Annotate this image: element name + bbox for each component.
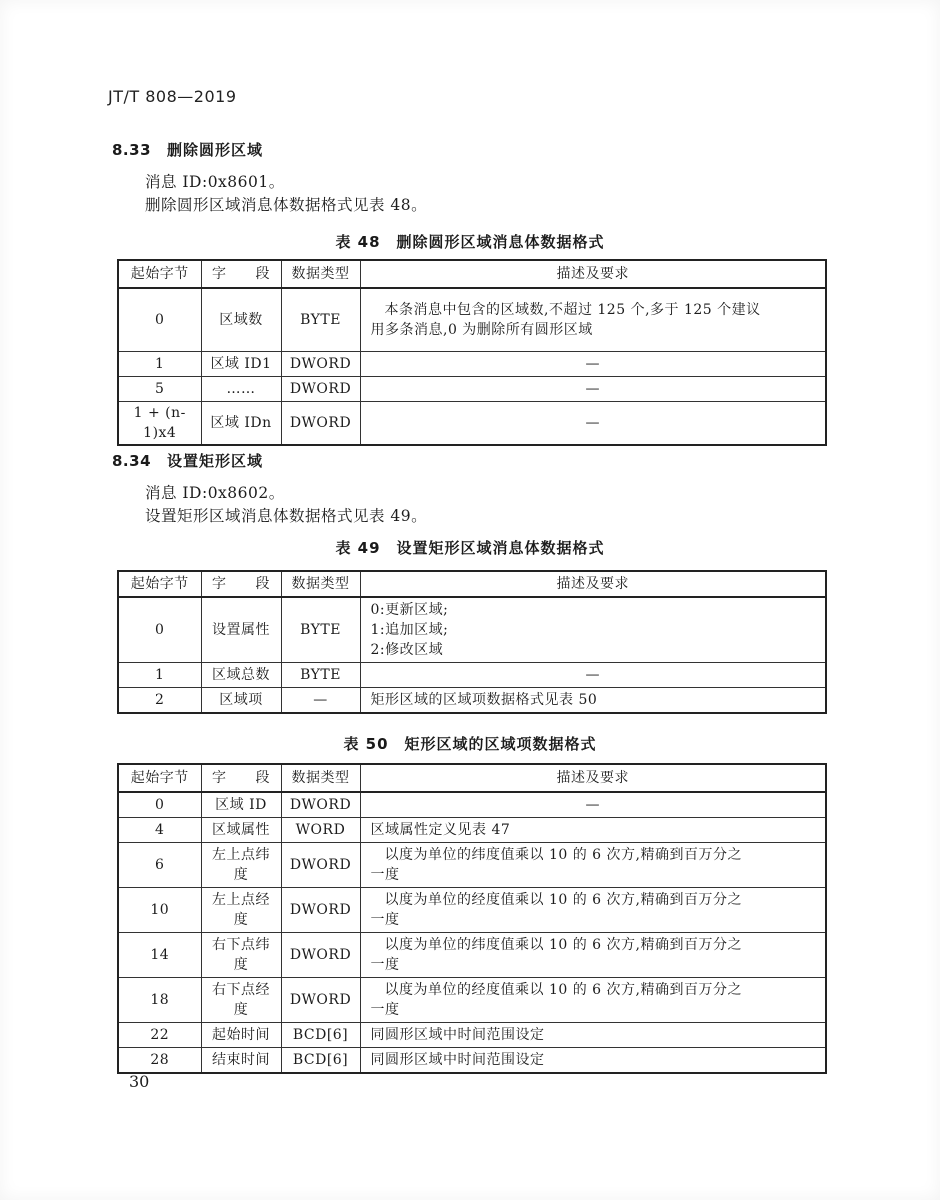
table-cell: 矩形区域的区域项数据格式见表 50	[360, 688, 826, 714]
table-row	[118, 288, 826, 351]
table-cell: 以度为单位的纬度值乘以 10 的 6 次方,精确到百万分之 一度	[360, 842, 826, 887]
table-cell: 同圆形区域中时间范围设定	[360, 1022, 826, 1047]
table-row	[118, 887, 826, 932]
table-cell: 1 + (n-1)x4	[118, 401, 201, 445]
table-cell: 6	[118, 842, 201, 887]
table-row	[118, 932, 826, 977]
table-row	[118, 401, 826, 445]
table-cell: 1	[118, 351, 201, 376]
paragraph-message-id-8602: 消息 ID:0x8602。	[145, 484, 285, 502]
table-cell: 以度为单位的纬度值乘以 10 的 6 次方,精确到百万分之 一度	[360, 932, 826, 977]
table-cell: 左上点经度	[201, 887, 281, 932]
table-row	[118, 792, 826, 817]
section-title: 设置矩形区域	[167, 452, 264, 470]
table-header-cell: 字 段	[201, 260, 281, 288]
table-cell: DWORD	[281, 376, 360, 401]
table-cell: 10	[118, 887, 201, 932]
table-cell: DWORD	[281, 401, 360, 445]
section-number: 8.33	[112, 141, 152, 159]
table-cell: 结束时间	[201, 1047, 281, 1073]
table-row	[118, 1047, 826, 1073]
table-cell: DWORD	[281, 351, 360, 376]
table-cell: 区域 IDn	[201, 401, 281, 445]
table-header-cell: 起始字节	[118, 571, 201, 597]
table-header-cell: 描述及要求	[360, 260, 826, 288]
table-50	[117, 763, 827, 1074]
paragraph-see-table-48: 删除圆形区域消息体数据格式见表 48。	[145, 196, 428, 214]
section-number: 8.34	[112, 452, 152, 470]
table-row	[118, 842, 826, 887]
table-row	[118, 597, 826, 663]
table-header-row	[118, 764, 826, 792]
table-header-cell: 起始字节	[118, 764, 201, 792]
table-cell: 以度为单位的经度值乘以 10 的 6 次方,精确到百万分之 一度	[360, 977, 826, 1022]
table-cell: —	[360, 376, 826, 401]
table-cell: DWORD	[281, 932, 360, 977]
table-header-cell: 数据类型	[281, 260, 360, 288]
table-cell: 区域 ID1	[201, 351, 281, 376]
table-cell: DWORD	[281, 792, 360, 817]
standard-number: JT/T 808—2019	[108, 87, 237, 106]
paragraph-see-table-49: 设置矩形区域消息体数据格式见表 49。	[145, 507, 428, 525]
section-title: 删除圆形区域	[167, 141, 264, 159]
table-header-cell: 描述及要求	[360, 764, 826, 792]
table-cell: 0	[118, 597, 201, 663]
table-cell: DWORD	[281, 977, 360, 1022]
table-cell: 14	[118, 932, 201, 977]
table-48-caption: 表 48 删除圆形区域消息体数据格式	[335, 233, 605, 251]
table-cell: 22	[118, 1022, 201, 1047]
table-cell: BCD[6]	[281, 1047, 360, 1073]
table-cell: 区域 ID	[201, 792, 281, 817]
table-cell: BYTE	[281, 663, 360, 688]
table-cell: 0	[118, 288, 201, 351]
table-cell: 5	[118, 376, 201, 401]
section-heading-8-34	[112, 450, 263, 471]
table-cell: 右下点经度	[201, 977, 281, 1022]
table-cell: 本条消息中包含的区域数,不超过 125 个,多于 125 个建议 用多条消息,0 为删除所有圆形区域	[360, 288, 826, 351]
table-header-cell: 起始字节	[118, 260, 201, 288]
table-header-row	[118, 260, 826, 288]
table-cell: 左上点纬度	[201, 842, 281, 887]
table-cell: 4	[118, 817, 201, 842]
table-50-caption: 表 50 矩形区域的区域项数据格式	[343, 735, 597, 753]
paragraph-message-id-8601: 消息 ID:0x8601。	[145, 173, 285, 191]
table-cell: —	[360, 401, 826, 445]
table-row	[118, 663, 826, 688]
table-cell: —	[281, 688, 360, 714]
table-cell: BYTE	[281, 288, 360, 351]
table-cell: —	[360, 792, 826, 817]
table-header-row	[118, 571, 826, 597]
section-heading-8-33	[112, 139, 263, 160]
table-cell: 区域数	[201, 288, 281, 351]
table-header-cell: 字 段	[201, 571, 281, 597]
table-header-cell: 数据类型	[281, 764, 360, 792]
table-cell: 右下点纬度	[201, 932, 281, 977]
table-cell: 1	[118, 663, 201, 688]
table-row	[118, 351, 826, 376]
table-cell: 区域总数	[201, 663, 281, 688]
table-cell: ……	[201, 376, 281, 401]
table-row	[118, 688, 826, 714]
table-49-caption: 表 49 设置矩形区域消息体数据格式	[335, 539, 605, 557]
table-cell: BYTE	[281, 597, 360, 663]
table-cell: 2	[118, 688, 201, 714]
table-row	[118, 817, 826, 842]
table-cell: 起始时间	[201, 1022, 281, 1047]
table-cell: WORD	[281, 817, 360, 842]
table-row	[118, 977, 826, 1022]
table-48	[117, 259, 827, 446]
table-cell: —	[360, 351, 826, 376]
table-row	[118, 1022, 826, 1047]
table-header-cell: 数据类型	[281, 571, 360, 597]
table-cell: 设置属性	[201, 597, 281, 663]
table-cell: 0:更新区域; 1:追加区域; 2:修改区域	[360, 597, 826, 663]
table-cell: 18	[118, 977, 201, 1022]
table-cell: 以度为单位的经度值乘以 10 的 6 次方,精确到百万分之 一度	[360, 887, 826, 932]
table-row	[118, 376, 826, 401]
table-cell: DWORD	[281, 842, 360, 887]
table-header-cell: 字 段	[201, 764, 281, 792]
table-49	[117, 570, 827, 714]
table-header-cell: 描述及要求	[360, 571, 826, 597]
table-cell: BCD[6]	[281, 1022, 360, 1047]
table-cell: 28	[118, 1047, 201, 1073]
table-cell: DWORD	[281, 887, 360, 932]
table-cell: 区域属性	[201, 817, 281, 842]
table-cell: 同圆形区域中时间范围设定	[360, 1047, 826, 1073]
table-cell: 区域属性定义见表 47	[360, 817, 826, 842]
table-cell: 0	[118, 792, 201, 817]
page-number: 30	[129, 1072, 150, 1091]
table-cell: 区域项	[201, 688, 281, 714]
table-cell: —	[360, 663, 826, 688]
